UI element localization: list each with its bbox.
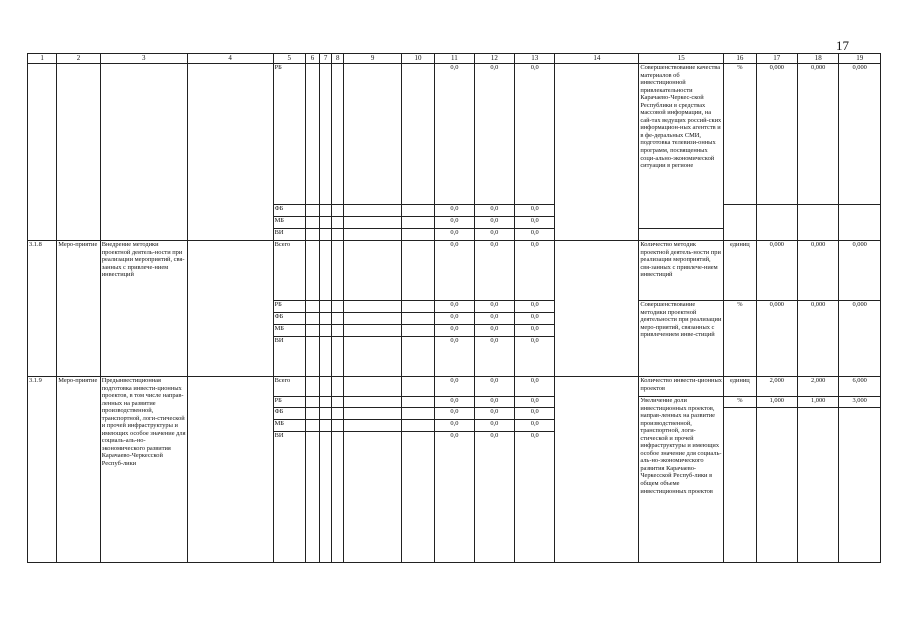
value-cell: 0,0 xyxy=(435,432,474,563)
source-cell: ВИ xyxy=(273,337,305,377)
value-cell: 0,0 xyxy=(515,313,555,325)
value-cell: 0,0 xyxy=(515,377,555,397)
source-cell: Всего xyxy=(273,377,305,397)
col-header: 9 xyxy=(344,54,402,64)
value-cell: 0,0 xyxy=(435,377,474,397)
indicator-text: Количество методик проектной деятель-ности при реализации мероприятий, свя-занных с привлече-нием инвестиций xyxy=(639,241,724,301)
col-header: 18 xyxy=(797,54,838,64)
source-cell: ФБ xyxy=(273,313,305,325)
item-number: 3.1.8 xyxy=(28,241,57,377)
value-cell: 0,0 xyxy=(474,397,514,408)
item-name: Предынвестиционная подготовка инвести-ционных проектов, в том числе направ-ленных на развитие производственной, транспортной, логи-стической и прочей инфраструктуры и имеющих особое значение для социаль-аль-но-экономического развития Карачаево-Черкесской Респуб-лики xyxy=(100,377,187,563)
indicator-text: Количество инвести-ционных проектов xyxy=(639,377,724,397)
source-cell: ВИ xyxy=(273,229,305,241)
page-number: 17 xyxy=(836,38,849,53)
source-cell: ФБ xyxy=(273,205,305,217)
item-number: 3.1.9 xyxy=(28,377,57,563)
value-cell: 0,0 xyxy=(474,432,514,563)
cell-empty xyxy=(100,64,187,241)
value-cell: 0,000 xyxy=(839,301,881,377)
value-cell: 0,000 xyxy=(839,64,881,205)
source-cell: МБ xyxy=(273,420,305,432)
value-cell: 0,0 xyxy=(435,241,474,301)
value-cell: 0,0 xyxy=(435,64,474,205)
value-cell: 0,0 xyxy=(474,64,514,205)
value-cell: 0,000 xyxy=(756,241,797,301)
col-header: 7 xyxy=(320,54,332,64)
value-cell: 0,0 xyxy=(435,301,474,313)
value-cell: 2,000 xyxy=(756,377,797,397)
unit-cell: единиц xyxy=(724,241,756,301)
value-cell: 2,000 xyxy=(797,377,838,397)
col-header: 11 xyxy=(435,54,474,64)
unit-cell: % xyxy=(724,64,756,205)
table-row xyxy=(28,64,881,205)
value-cell: 0,000 xyxy=(839,241,881,301)
col-header: 8 xyxy=(332,54,344,64)
col-header: 4 xyxy=(187,54,273,64)
program-table xyxy=(27,53,881,563)
value-cell: 0,0 xyxy=(474,377,514,397)
value-cell: 0,0 xyxy=(474,217,514,229)
value-cell: 0,0 xyxy=(435,229,474,241)
source-cell: МБ xyxy=(273,217,305,229)
value-cell: 0,0 xyxy=(515,397,555,408)
col-header: 16 xyxy=(724,54,756,64)
value-cell: 0,0 xyxy=(474,229,514,241)
value-cell: 0,0 xyxy=(474,420,514,432)
value-cell: 0,0 xyxy=(474,408,514,420)
item-name: Внедрение методики проектной деятель-ности при реализации мероприятий, свя-занных с привлече-нием инвестиций xyxy=(100,241,187,377)
value-cell: 0,0 xyxy=(474,337,514,377)
source-cell: МБ xyxy=(273,325,305,337)
value-cell: 0,0 xyxy=(474,241,514,301)
value-cell: 1,000 xyxy=(797,397,838,408)
cell-empty xyxy=(555,64,639,241)
item-type: Меро-приятие xyxy=(57,241,100,377)
indicator-text: Увеличение доли инвестиционных проектов, направ-ленных на развитие производственной, транспортной, логи-стической и прочей инфраструктуры и имеющих особое значение для социаль-аль-но-экономического развития Карачаево-Черкесской Респуб-лики в общем объеме инвестиционных проектов xyxy=(639,397,724,563)
item-type: Меро-приятие xyxy=(57,377,100,563)
col-header: 15 xyxy=(639,54,724,64)
source-cell: РБ xyxy=(273,397,305,408)
unit-cell: % xyxy=(724,397,756,408)
value-cell: 0,0 xyxy=(435,217,474,229)
col-header: 13 xyxy=(515,54,555,64)
col-header: 10 xyxy=(401,54,434,64)
value-cell: 0,0 xyxy=(515,229,555,241)
cell-empty xyxy=(28,64,57,241)
cell-empty xyxy=(57,64,100,241)
value-cell: 0,0 xyxy=(515,337,555,377)
value-cell: 0,0 xyxy=(515,432,555,563)
value-cell: 0,0 xyxy=(474,325,514,337)
source-cell: Всего xyxy=(273,241,305,301)
value-cell: 0,0 xyxy=(515,325,555,337)
value-cell: 0,0 xyxy=(435,313,474,325)
value-cell: 0,000 xyxy=(756,301,797,377)
value-cell: 0,0 xyxy=(515,408,555,420)
col-header: 2 xyxy=(57,54,100,64)
col-header: 6 xyxy=(305,54,319,64)
value-cell: 0,0 xyxy=(474,301,514,313)
value-cell: 0,0 xyxy=(515,205,555,217)
value-cell: 0,0 xyxy=(515,217,555,229)
value-cell: 0,0 xyxy=(435,420,474,432)
value-cell: 0,0 xyxy=(435,397,474,408)
value-cell: 0,0 xyxy=(515,64,555,205)
col-header: 1 xyxy=(28,54,57,64)
table-row xyxy=(28,241,881,301)
source-cell: ВИ xyxy=(273,432,305,563)
value-cell: 0,000 xyxy=(756,64,797,205)
col-header: 19 xyxy=(839,54,881,64)
column-number-row xyxy=(28,54,881,64)
value-cell: 0,0 xyxy=(435,337,474,377)
value-cell: 0,000 xyxy=(797,301,838,377)
value-cell: 0,0 xyxy=(474,313,514,325)
value-cell: 0,0 xyxy=(435,408,474,420)
value-cell: 3,000 xyxy=(839,397,881,408)
indicator-text: Совершенствование качества материалов об инвестиционной привлекательности Карачаево-Черкес-ской Республики в средствах массовой информации, на сай-тах ведущих россий-ских информацион-ных агентств и в фе-деральных СМИ, подготовка телевизи-онных программ, посвященных соци-ально-экономической ситуации в регионе xyxy=(639,64,724,229)
value-cell: 0,0 xyxy=(435,325,474,337)
col-header: 3 xyxy=(100,54,187,64)
cell-empty xyxy=(187,64,273,241)
value-cell: 6,000 xyxy=(839,377,881,397)
value-cell: 0,000 xyxy=(797,64,838,205)
unit-cell: единиц xyxy=(724,377,756,397)
col-header: 17 xyxy=(756,54,797,64)
col-header: 5 xyxy=(273,54,305,64)
value-cell: 0,0 xyxy=(435,205,474,217)
value-cell: 0,0 xyxy=(515,241,555,301)
value-cell: 0,000 xyxy=(797,241,838,301)
value-cell: 0,0 xyxy=(515,301,555,313)
value-cell: 0,0 xyxy=(474,205,514,217)
col-header: 12 xyxy=(474,54,514,64)
indicator-text: Совершенствование методики проектной деятельности при реализации меро-приятий, связанных с привлечением инве-стиций xyxy=(639,301,724,377)
source-cell: РБ xyxy=(273,301,305,313)
source-cell: РБ xyxy=(273,64,305,205)
table-row xyxy=(28,377,881,397)
unit-cell: % xyxy=(724,301,756,377)
value-cell: 1,000 xyxy=(756,397,797,408)
source-cell: ФБ xyxy=(273,408,305,420)
col-header: 14 xyxy=(555,54,639,64)
value-cell: 0,0 xyxy=(515,420,555,432)
